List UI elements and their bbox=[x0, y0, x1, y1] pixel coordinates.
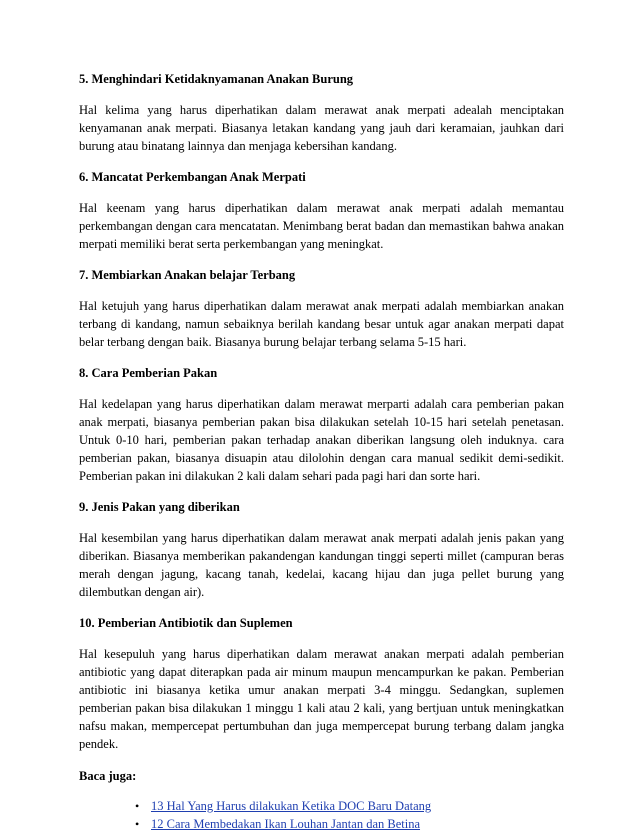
section-heading: 6. Mancatat Perkembangan Anak Merpati bbox=[79, 170, 306, 184]
section-heading: 8. Cara Pemberian Pakan bbox=[79, 366, 218, 380]
section-heading: 7. Membiarkan Anakan belajar Terbang bbox=[79, 268, 296, 282]
list-item bbox=[135, 815, 564, 833]
section-10 bbox=[79, 614, 564, 753]
related-link[interactable]: 12 Cara Membedakan Ikan Louhan Jantan dan Betina bbox=[151, 817, 421, 831]
document-page bbox=[79, 70, 564, 833]
section-paragraph: Hal kesembilan yang harus diperhatikan dalam merawat anak merpati adalah jenis pakan yang diberikan. Biasanya memberikan pakandengan kandungan tinggi seperti millet (campuran beras merah dengan jagung, kacang tanah, kedelai, kacang hijau dan juga pellet burung yang dilembutkan dengan air). bbox=[79, 531, 564, 599]
section-5 bbox=[79, 70, 564, 155]
section-heading: 5. Menghindari Ketidaknyamanan Anakan Burung bbox=[79, 72, 354, 86]
bullet-icon: • bbox=[135, 799, 140, 813]
section-7 bbox=[79, 266, 564, 351]
section-paragraph: Hal keenam yang harus diperhatikan dalam merawat anak merpati adalah memantau perkembangan dengan cara mencatatan. Menimbang berat badan dan memastikan bahwa anakan merpati memiliki berat serta perkembangan yang meningkat. bbox=[79, 201, 564, 251]
list-item bbox=[135, 797, 564, 815]
section-paragraph: Hal kesepuluh yang harus diperhatikan dalam merawat anakan merpati adalah pemberian antibiotic yang dapat diterapkan pada air minum maupun mencampurkan ke pakan. Pemberian antibiotic ini biasanya ketika umur anakan merpati 3-4 minggu. Sedangkan, suplemen pemberian pakan bisa dilakukan 1 minggu 1 kali atau 2 kali, yang bertjuan untuk meningkatkan nafsu makan, mempercepat pertumbuhan dan juga mempercepat burung terbang dalam jangka pendek. bbox=[79, 647, 564, 751]
section-8 bbox=[79, 364, 564, 485]
section-6 bbox=[79, 168, 564, 253]
section-9 bbox=[79, 498, 564, 601]
section-paragraph: Hal ketujuh yang harus diperhatikan dalam merawat anak merpati adalah membiarkan anakan terbang di kandang, namun sebaiknya berilah kandang besar untuk agar anakan merpati dapat belar terbang dengan baik. Biasanya burung belajar terbang selama 5-15 hari. bbox=[79, 299, 564, 349]
section-heading: 10. Pemberian Antibiotik dan Suplemen bbox=[79, 616, 293, 630]
related-link[interactable]: 13 Hal Yang Harus dilakukan Ketika DOC Baru Datang bbox=[151, 799, 432, 813]
section-paragraph: Hal kelima yang harus diperhatikan dalam merawat anak merpati adealah menciptakan kenyamanan anak merpati. Biasanya letakan kandang yang jauh dari keramaian, jauhkan dari burung atau binatang lainnya dan menjaga kebersihan kandang. bbox=[79, 103, 564, 153]
bullet-icon: • bbox=[135, 817, 140, 831]
related-links-list bbox=[79, 797, 564, 833]
section-heading: 9. Jenis Pakan yang diberikan bbox=[79, 500, 240, 514]
section-paragraph: Hal kedelapan yang harus diperhatikan dalam merawat merparti adalah cara pemberian pakan anak merpati, biasanya pemberian pakan bisa dilakukan setelah 10-15 hari setelah penetasan. Untuk 0-10 hari, pemberian pakan terhadap anakan diberikan langsung oleh induknya. cara pemberian pakan, biasanya disuapin atau dilolohin dengan cara manual sedikit demi-sedikit. Pemberian pakan ini dilakukan 2 kali dalam sehari pada pagi hari dan sorte hari. bbox=[79, 397, 564, 483]
baca-juga-label: Baca juga: bbox=[79, 769, 137, 783]
